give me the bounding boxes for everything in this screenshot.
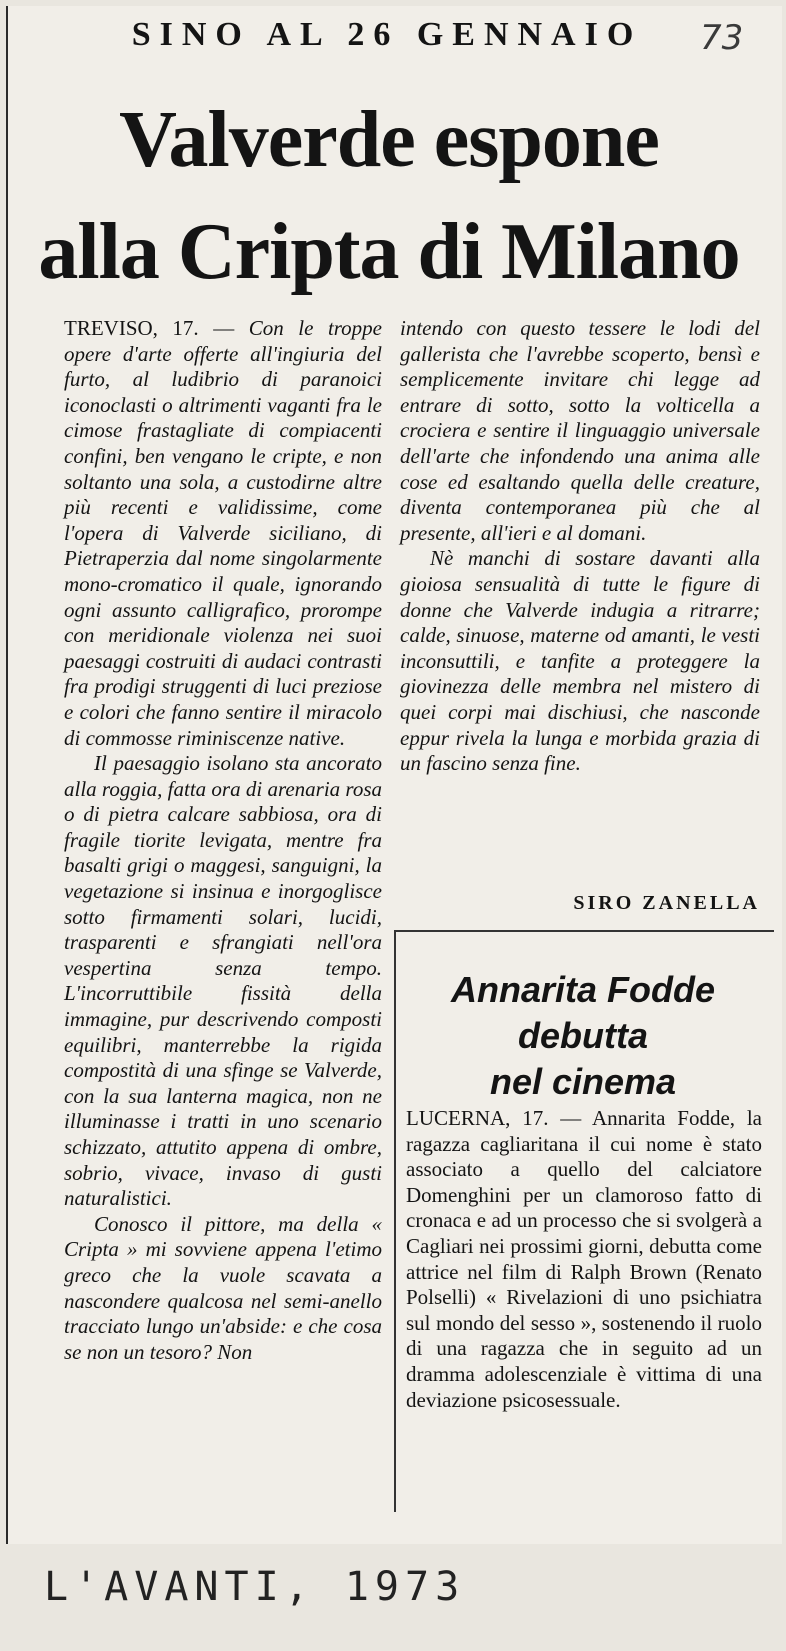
article-paragraph-2: Il paesaggio isolano sta ancorato alla roggia, fatta ora di arenaria rosa o di pietra calcare sabbiosa, ora di fragile tiorite levigata, mentre fra basalti grigi o maggesi, sanguigni, la vegetazione si insinua e inorgoglisce sotto firmamenti solari, lucidi, trasparenti e sfrangiati nell'ora vespertina senza tempo. L'incorruttibile fissità della immagine, pur descrivendo composti equilibri, manterrebbe la rigida compostità di una sfinge se Valverde, con la sua lanterna magica, non ne illuminasse i tratti in uno scenario schizzato, attutito appena di ombre, sobrio, vivace, invaso di gusti naturalistici. [64,751,382,1211]
kicker-date: SINO AL 26 GENNAIO [131,16,643,53]
article-paragraph-4: intendo con questo tessere le lodi del gallerista che l'avrebbe scoperto, bensì e semplicemente invitare chi legge ad entrare di sotto, sotto la volticella a crociera e sentire il linguaggio universale dell'arte che infondendo una anima alle cose ed esaltando quella delle creature, diventa contemporanea più che al presente, all'ieri e al domani. [400,316,760,545]
sidebar-title-line-3: nel cinema [489,1061,677,1102]
article-column-1 [64,316,382,1365]
handwritten-number: 73 [700,18,744,58]
article-paragraph-1: TREVISO, 17. — Con le troppe opere d'arte offerte all'ingiuria del furto, al ludibrio di paranoici iconoclasti o altrimenti vaganti fra le cimose frastagliate di compiacenti confini, ben vengano le cripte, e non soltanto una sola, a custodirne altre più recenti e validissime, come l'opera di Valverde siciliano, di Pietraperzia dal nome singolarmente mono-cromatico il quale, ignorando ogni assunto calligrafico, prorompe con meridionale violenza nei suoi paesaggi costruiti di audaci contrasti fra prodigi struggenti di luci preziose e colori che fanno sentire il miracolo di commosse riminiscenze native. [64,316,382,750]
dateline: TREVISO, 17. — [64,316,249,340]
article-paragraph-3: Conosco il pittore, ma della « Cripta » mi sovviene appena l'etimo greco che la vuole scavata a nascondere qualcosa nel semi-anello tracciato lungo un'abside: e che cosa se non un tesoro? Non [64,1211,382,1364]
headline-line-2: alla Cripta di Milano [38,208,740,296]
author-signature: SIRO ZANELLA [573,892,760,914]
handwritten-source-note: L'AVANTI, 1973 [44,1564,466,1610]
sidebar-article-body: LUCERNA, 17. — Annarita Fodde, la ragazza cagliaritana il cui nome è stato associato a quello del calciatore Domenghini per un clamoroso fatto di cronaca e ad un processo che si svolgerà a Cagliari nei prossimi giorni, debutta come attrice nel film di Ralph Brown (Renato Polselli) « Rivelazioni di uno psichiatra sul mondo del sesso », sostenendo il ruolo di una ragazza che in seguito ad un dramma adolescenziale è vittima di una deviazione psicosessuale. [406,1106,762,1412]
sidebar-title-line-1: Annarita Fodde [450,969,715,1010]
article-column-2 [400,316,760,777]
article-paragraph-5: Nè manchi di sostare davanti alla gioiosa sensualità di tutte le figure di donne che Valverde indugia a ritrarre; calde, sinuose, materne od amanti, le vesti inconsuttili, e tanfite a proteggere la giovinezza delle membra nel mistero di quei corpi mai dischiusi, che nasconde eppur rivela la lunga e morbida grazia di un fascino senza fine. [400,546,760,776]
headline-line-1: Valverde espone [119,96,659,184]
sidebar-title-line-2: debutta [518,1015,648,1056]
